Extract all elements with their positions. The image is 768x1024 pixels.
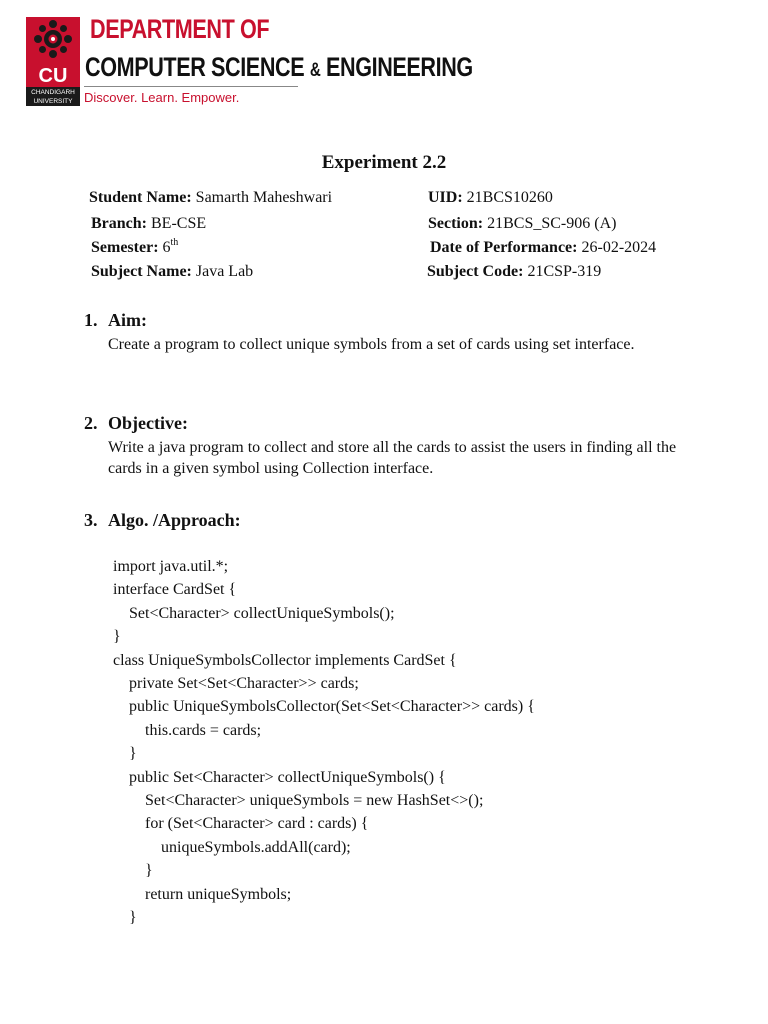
student-name-value: Samarth Maheshwari <box>191 189 333 206</box>
subject-code-label: Subject Code: <box>427 263 524 280</box>
aim-number: 1. <box>84 310 98 330</box>
uid-label: UID: <box>428 189 463 206</box>
header-divider <box>84 86 298 87</box>
experiment-title: Experiment 2.2 <box>321 152 447 173</box>
subject-name <box>91 263 253 281</box>
objective-text: Write a java program to collect and store all the cards to assist the users in finding all the cards in a given symbol using Collection interface. <box>108 439 677 477</box>
tagline: Discover. Learn. Empower. <box>84 90 240 105</box>
uid <box>428 189 553 207</box>
university-logo <box>26 17 80 106</box>
department-line-2-a: COMPUTER SCIENCE <box>85 52 310 82</box>
emblem-icon <box>26 17 80 65</box>
approach-heading <box>84 510 241 531</box>
aim-heading-text: Aim: <box>108 310 147 330</box>
semester-value: 6 <box>158 239 171 256</box>
objective-heading <box>84 413 188 434</box>
objective-heading-text: Objective: <box>108 413 188 433</box>
branch <box>91 215 206 233</box>
objective-number: 2. <box>84 413 98 433</box>
branch-label: Branch: <box>91 215 147 232</box>
date-of-performance <box>430 239 656 257</box>
student-name <box>89 189 332 207</box>
aim-heading <box>84 310 147 331</box>
approach-heading-text: Algo. /Approach: <box>108 510 241 530</box>
semester <box>91 236 179 257</box>
department-line-1: DEPARTMENT OF <box>90 14 270 44</box>
date-label: Date of Performance: <box>430 239 578 256</box>
code-listing: import java.util.*; interface CardSet { Set<Character> collectUniqueSymbols(); } class UniqueSymbolsCollector implements CardSet { private Set<Set<Character>> cards; public UniqueSymbolsCollector(Set<Set<Character>> cards) { this.cards = cards; } public Set<Character> collectUniqueSymbols() { Set<Character> uniqueSymbols = new HashSet<>(); for (Set<Character> card : cards) { uniqueSymbols.addAll(card); } return uniqueSymbols; } <box>113 558 535 927</box>
semester-label: Semester: <box>91 239 159 256</box>
subject-name-label: Subject Name: <box>91 263 192 280</box>
semester-suffix: th <box>170 236 179 248</box>
approach-number: 3. <box>84 510 98 530</box>
student-name-label: Student Name: <box>89 189 192 206</box>
logo-text: CU <box>38 65 68 87</box>
subject-name-value: Java Lab <box>191 263 254 280</box>
logo-subtext: CHANDIGARH UNIVERSITY <box>26 87 80 106</box>
department-ampersand: & <box>309 60 321 81</box>
uid-value: 21BCS10260 <box>462 189 553 206</box>
department-line-2-b: ENGINEERING <box>320 52 473 82</box>
aim-text: Create a program to collect unique symbols from a set of cards using set interface. <box>108 336 635 353</box>
date-value: 26-02-2024 <box>577 239 657 256</box>
section-value: 21BCS_SC-906 (A) <box>483 215 617 232</box>
section-label: Section: <box>428 215 484 232</box>
subject-code <box>427 263 601 281</box>
department-line-2 <box>85 52 473 83</box>
subject-code-value: 21CSP-319 <box>523 263 602 280</box>
branch-value: BE-CSE <box>147 215 207 232</box>
section <box>428 215 616 233</box>
